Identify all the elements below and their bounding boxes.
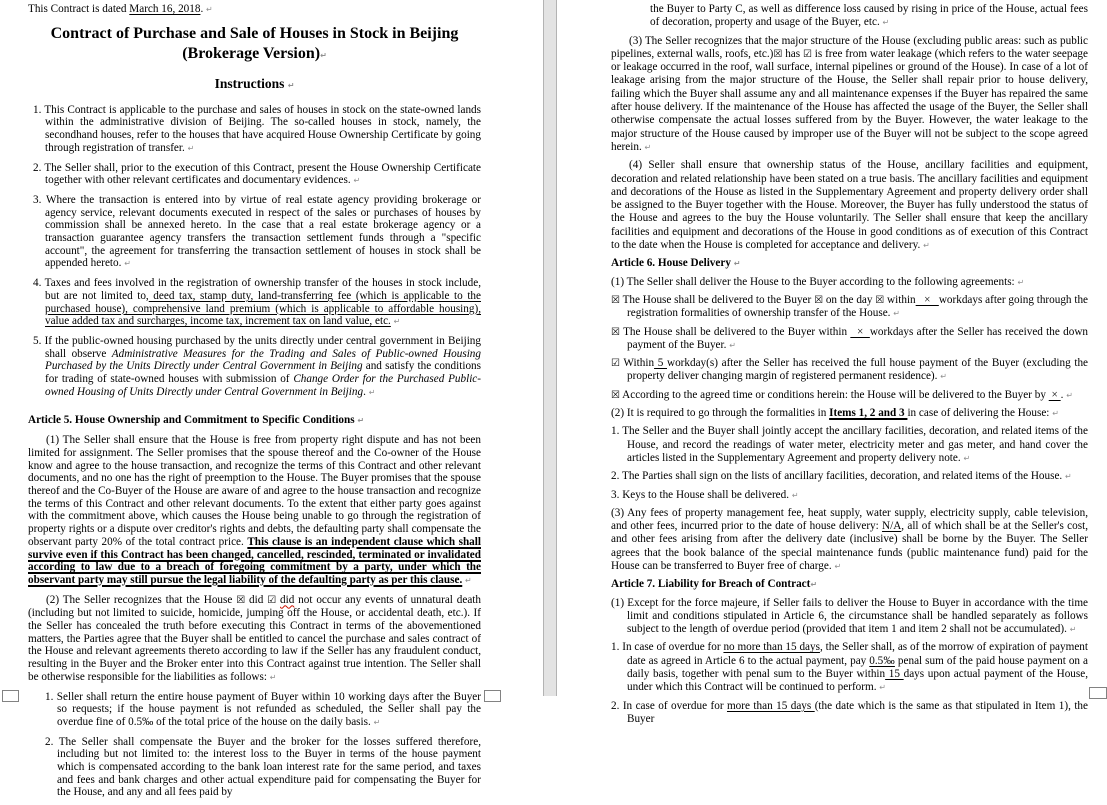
article-5-para-2: (2) The Seller recognizes that the House ☒ did ☑ did not occur any events of unnatural death (including but not limited to suicide, homicide, jumping off the House, or accidental death, etc.). If the Seller has concealed the truth before executing this Contract in terms of the abovementioned matters, the Parties agree that the Buyer shall be entitled to cancel the purchase and sales contract of the House and relevant agreements thereto according to law if the Seller has any fraudulent conduct, resulting in the Buyer and the Broker enter into this Contract against true intention. The Seller shall be otherwise responsible for the liabilities as follows: ↵ — [28, 593, 481, 683]
article-6-heading: Article 6. House Delivery ↵ — [611, 257, 741, 270]
page-left — [28, 3, 481, 805]
article-5-heading: Article 5. House Ownership and Commitment to Specific Conditions ↵ — [28, 414, 365, 427]
delivery-formality-item-1: 1. The Seller and the Buyer shall jointly accept the ancillary facilities, decoration, and related items of the House, and record the readings of water meter, electricity meter and gas meter, and hand cover the articles listed in the Supplementary Agreement and property delivery note. ↵ — [611, 425, 1088, 464]
overdue-item-2: 2. In case of overdue for more than 15 days (the date which is the same as that stipulated in Item 1), the Buyer — [611, 699, 1088, 725]
delivery-option-1: ☒ The House shall be delivered to the Buyer ☒ on the day ☒ within × workdays after going through the registration formalities of ownership transfer of the House. ↵ — [611, 293, 1089, 320]
delivery-formality-item-3: 3. Keys to the House shall be delivered. ↵ — [611, 488, 799, 501]
article-6-para-2: (2) It is required to go through the formalities in Items 1, 2 and 3 in case of delivering the House: ↵ — [611, 407, 1059, 420]
article-7-heading: Article 7. Liability for Breach of Contract↵ — [611, 578, 818, 591]
instruction-item-2: 2. The Seller shall, prior to the execution of this Contract, present the House Ownership Certificate together with other relevant certificates and documentary evidences. ↵ — [33, 161, 481, 187]
article-5-para-4: (4) Seller shall ensure that ownership status of the House, ancillary facilities and equipment, decoration and related relationship have been stated on a true basis. The ancillary facilities and equipment and decorations of the House as listed in the Supplementary Agreement and property delivery order shall be assigned to the Buyer together with the House. Moreover, the Buyer has fully understood the status of the House and agrees to the buy the House voluntarily. The Seller shall ensure that keep the ancillary facilities and equipment and decorations of the House in good conditions as of execution of this Contract to the date when the House is completed for acceptance and delivery. ↵ — [611, 159, 1088, 252]
article-7-para-1: (1) Except for the force majeure, if Seller fails to deliver the House to Buyer in accordance with the time limit and conditions stipulated in Article 6, the circumstance shall be handled separately as follows subject to the length of overdue period (provided that item 1 and item 2 shall not be accumulated). ↵ — [611, 596, 1088, 636]
delivery-option-2: ☒ The House shall be delivered to the Buyer within × workdays after the Seller has received the down payment of the Buyer. ↵ — [611, 325, 1089, 351]
article-6-para-1: (1) The Seller shall deliver the House to the Buyer according to the following agreements: ↵ — [611, 275, 1025, 288]
instruction-item-4: 4. Taxes and fees involved in the registration of ownership transfer of the houses in stock include, but are not limited to, deed tax, stamp duty, land-transferring fee (which is applicable to the purchased house), comprehensive land premium (which is applicable to affordable housing), value added tax and surcharges, income tax, increment tax on land value, etc. ↵ — [33, 277, 481, 328]
overdue-item-1: 1. In case of overdue for no more than 15 days, the Seller shall, as of the morrow of expiration of payment date as agreed in Article 6 to the actual payment, pay 0.5‰ penal sum of the paid house payment on a daily basis, together with penal sum to the Buyer within 15 days upon actual payment of the House, under which this Contract will be continued to perform. ↵ — [611, 641, 1089, 694]
contract-date-line: This Contract is dated March 16, 2018. ↵ — [28, 3, 213, 15]
instruction-item-5: 5. If the public-owned housing purchased by the units directly under central government in Beijing shall observe Administrative Measures for the Trading and Sales of Public-owned Housing Purchased by the Units Directly under Central Government in Beijing and satisfy the conditions for trading of state-owned houses with submission of Change Order for the Purchased Public-owned Housing of Units Directly under Central Government in Beijing. ↵ — [33, 334, 481, 398]
article-5-para-1: (1) The Seller shall ensure that the House is free from property right dispute and has not been limited for assignment. The Seller promises that the spouse thereof and the Co-owner of the House know and agree to the house transaction, and recognize the terms of this Contract and other relevant documents, and no one has the right of preemption to the House. The Buyer promises that the spouse thereof and the Co-Buyer of the House are aware of and agree to the house transaction and recognize the terms of this Contract and other relevant documents. To the extent that either party goes against with the commitment above, which causes the House being unable to go through the registration of property rights or a dispute over creditor's rights and debts, the defaulting party shall compensate the observant party 20% of the total contract price. This clause is an independent clause which shall survive even if this Contract has been changed, cancelled, rescinded, terminated or invalidated according to law due to a breach of foregoing commitment by a party, under which the observant party may still pursue the legal liability of the defaulting party as per this clause. ↵ — [28, 434, 481, 586]
delivery-option-3: ☑ Within 5 workday(s) after the Seller has received the full house payment of the Buyer (excluding the property deliver changing margin of registered permanent residence). ↵ — [611, 357, 1089, 383]
footer-frame-box — [484, 690, 501, 702]
continuation-paragraph: the Buyer to Party C, as well as difference loss caused by rising in price of the House, actual fees of decoration, property and usage of the Buyer, etc. ↵ — [650, 3, 1088, 29]
footer-frame-box — [1089, 687, 1107, 699]
instructions-heading: Instructions ↵ — [214, 75, 295, 91]
article-5-para-3: (3) The Seller recognizes that the major structure of the House (excluding public areas: such as public pipelines, external walls, roofs, etc.)☒ has ☑ is free from water leakage (which refers to the water seepage or leakage occurred in the roof, wall surface, internal pipelines or ground of the House). In case of a lot of leakage arising from the major structure of the House, the Seller shall repair prior to house delivery, failing which the Buyer shall assume any and all maintenance expenses if the Buyer has repaired the same after house delivery. If the maintenance of the House has affected the usage of the Buyer, the Seller shall otherwise compensate the actual losses suffered from by the Buyer. However, the water leakage to the major structure of the House caused by improper use of the Buyer will not be subject to the scope agreed herein. ↵ — [611, 34, 1088, 153]
delivery-option-4: ☒ According to the agreed time or conditions herein: the House will be delivered to the Buyer by × . ↵ — [611, 388, 1073, 401]
instruction-item-1: 1. This Contract is applicable to the purchase and sales of houses in stock on the state-owned lands within the administrative division of Beijing. The so-called houses in stock, namely, the secondhand houses, refer to the houses that have acquired House Ownership Certificate by going through registration of transfer. ↵ — [33, 103, 481, 154]
seller-liability-item-2: 2. The Seller shall compensate the Buyer and the broker for the losses suffered therefore, including but not limited to: the interest loss to the Buyer in terms of the house payment which is compensated according to the bank loan interest rate for the same period, and taxes and fees and bank charges and other actual expenditure paid for compensating the Buyer for the House, and any and all fees paid by — [45, 735, 481, 799]
footer-frame-box — [2, 690, 19, 702]
document-title: Contract of Purchase and Sale of Houses in Stock in Beijing (Brokerage Version)↵ — [50, 24, 459, 62]
delivery-formality-item-2: 2. The Parties shall sign on the lists of ancillary facilities, decoration, and related items of the House. ↵ — [611, 470, 1072, 483]
instruction-item-3: 3. Where the transaction is entered into by virtue of real estate agency providing brokerage or agency service, relevant documents executed in respect of the sales or purchases of houses by commission shall be annexed hereto. In the case that a real estate brokerage agency or a transaction guarantee agency transfers the transaction settlement funds through a "specific account", the agreement for transferring the transaction settlement of houses in stock shall be appended hereto. ↵ — [33, 193, 481, 270]
page-right — [611, 3, 1088, 731]
article-6-para-3: (3) Any fees of property management fee, heat supply, water supply, electricity supply, cable television, and other fees, incurred prior to the date of house delivery: N/A, all of which shall be at the Seller's cost, and other fees arising from after the delivery date (inclusive) shall be borne by the Buyer. The Seller agrees that the book balance of the special maintenance funds (public maintenance fund) paid for the House can be transferred to Buyer free of charge. ↵ — [611, 506, 1088, 572]
seller-liability-item-1: 1. Seller shall return the entire house payment of Buyer within 10 working days after the Buyer so requests; if the house payment is not refunded as scheduled, the Seller shall pay the overdue fine of 0.5‰ of the total price of the house on the daily basis. ↵ — [45, 690, 481, 728]
page-gutter — [543, 0, 557, 696]
